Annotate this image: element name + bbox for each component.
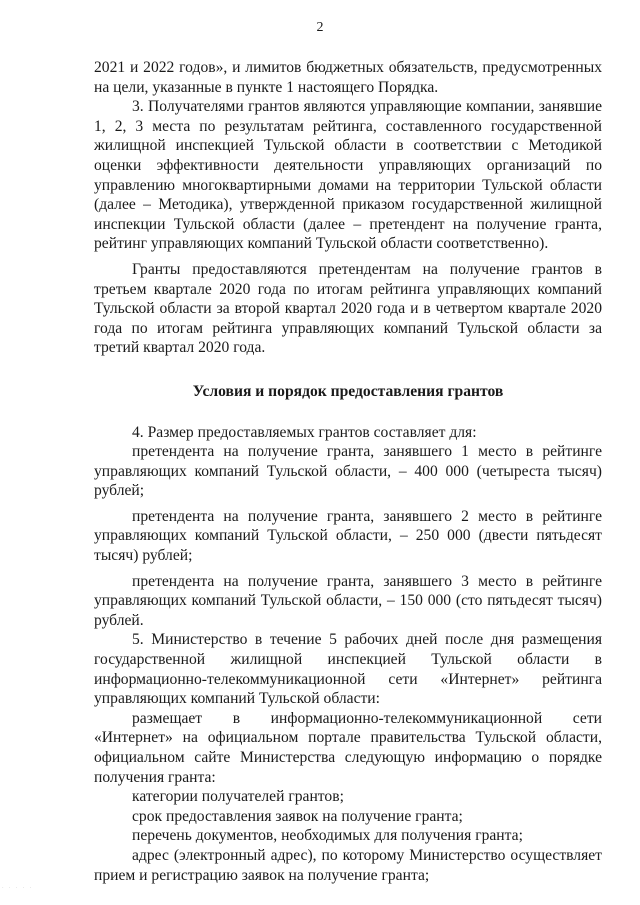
grant-place-1: претендента на получение гранта, занявшего 1 место в рейтинге управляющих компаний Тульской области, – 400 000 (четыреста тысяч) рублей;: [94, 443, 602, 500]
scan-artifact: · · · · ·: [2, 886, 34, 891]
list-item: категории получателей грантов;: [132, 788, 344, 806]
grant-size-intro: 4. Размер предоставляемых грантов составляет для:: [132, 423, 477, 441]
paragraph-ministry-duties: 5. Министерство в течение 5 рабочих дней после дня размещения государственной жилищной инспекцией Тульской области в информационно-телекоммуникационной сети «Интернет» рейтинга управляющих компаний Тульской области:: [94, 631, 602, 708]
paragraph-continuation: 2021 и 2022 годов», и лимитов бюджетных обязательств, предусмотренных на цели, указанные в пункте 1 настоящего Порядка.: [94, 59, 602, 96]
paragraph-ministry-publishes: размещает в информационно-телекоммуникационной сети «Интернет» на официальном портале правительства Тульской области, официальном сайте Министерства следующую информацию о порядке получения гранта:: [94, 709, 602, 786]
paragraph-application-address: адрес (электронный адрес), по которому Министерство осуществляет прием и регистрацию заявок на получение гранта;: [94, 846, 602, 884]
paragraph-grant-timing: Гранты предоставляются претендентам на получение грантов в третьем квартале 2020 года по итогам рейтинга управляющих компаний Тульской области за второй квартал 2020 года и в четвертом квартале 2020 года по итогам рейтинга управляющих компаний Тульской области за третий квартал 2020 года.: [94, 260, 602, 357]
section-heading: Условия и порядок предоставления грантов: [192, 382, 504, 400]
grant-place-2: претендента на получение гранта, занявшего 2 место в рейтинге управляющих компаний Тульской области, – 250 000 (двести пятьдесят тысяч) рублей;: [94, 507, 602, 565]
list-item: перечень документов, необходимых для получения гранта;: [132, 827, 523, 845]
paragraph-grant-recipients: 3. Получателями грантов являются управляющие компании, занявшие 1, 2, 3 места по результатам рейтинга, составленного государственной жилищной инспекцией Тульской области в соответствии с Методикой оценки эффективности деятельности управляющих организаций по управлению многоквартирными домами на территории Тульской области (далее – Методика), утвержденной приказом государственной жилищной инспекции Тульской области (далее – претендент на получение гранта, рейтинг управляющих компаний Тульской области соответственно).: [94, 98, 602, 253]
document-body: [94, 58, 602, 885]
list-item: срок предоставления заявок на получение гранта;: [132, 807, 463, 825]
grant-place-3: претендента на получение гранта, занявшего 3 место в рейтинге управляющих компаний Тульской области, – 150 000 (сто пятьдесят тысяч) рублей.: [94, 572, 602, 629]
page-number: 2: [316, 20, 324, 35]
